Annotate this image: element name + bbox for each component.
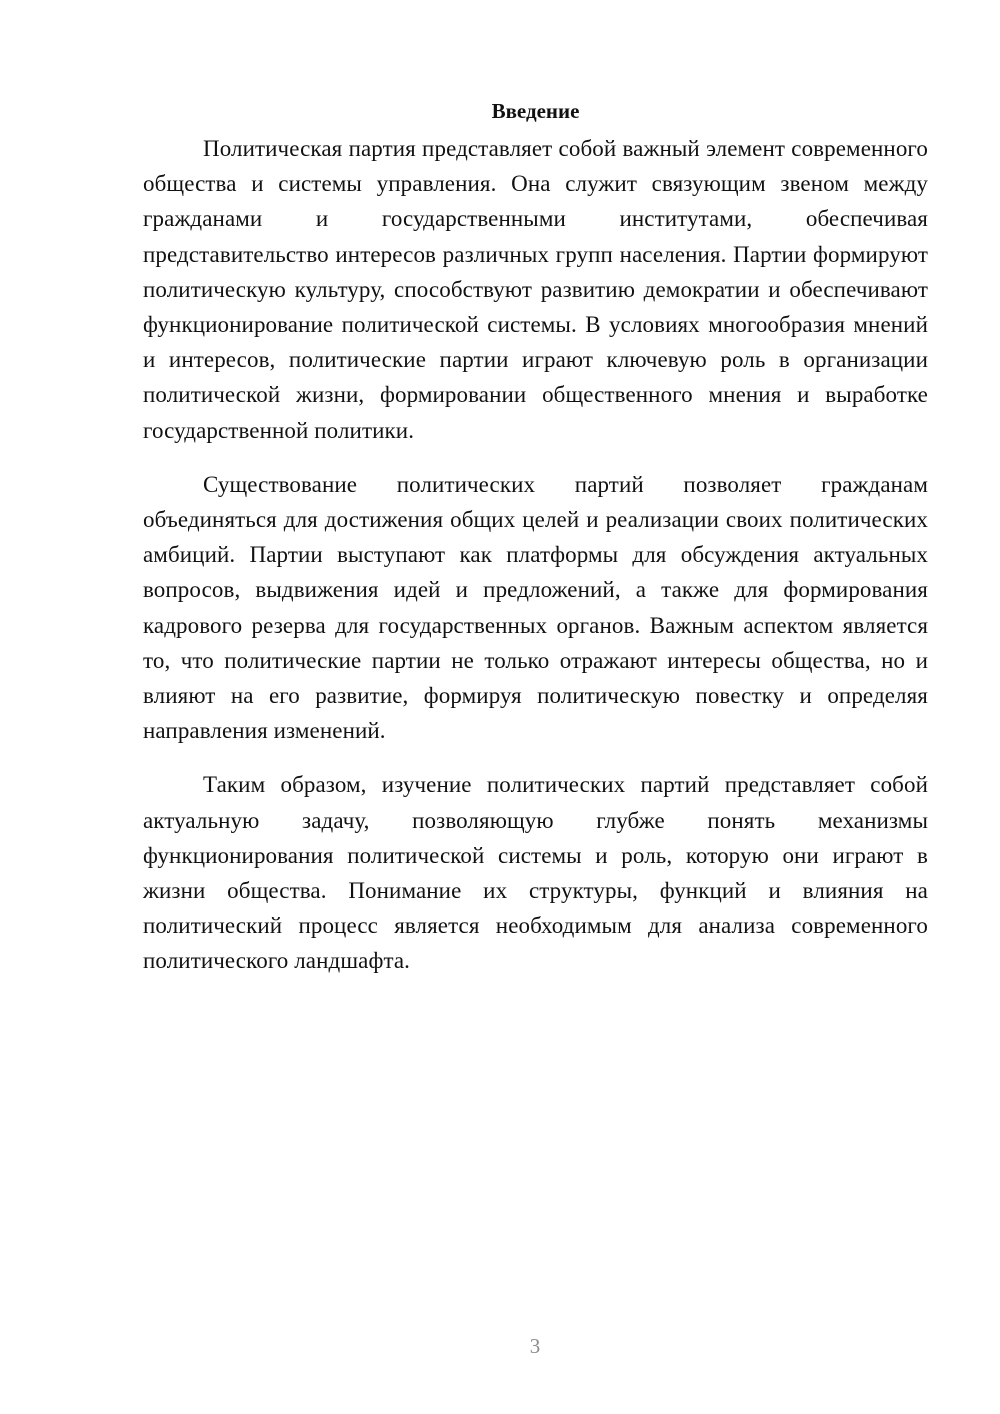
paragraph-1: Политическая партия представляет собой важный элемент современного общества и системы управления. Она служит связующим звеном между гражданами и государственными институтами, обеспечивая представительство интересов различных групп населения. Партии формируют политическую культуру, способствуют развитию демократии и обеспечивают функционирование политической системы. В условиях многообразия мнений и интересов, политические партии играют ключевую роль в организации политической жизни, формировании общественного мнения и выработке государственной политики. [143, 136, 928, 443]
page-number: 3 [529, 1334, 541, 1358]
page-content [143, 96, 928, 998]
section-title: Введение [491, 99, 580, 123]
paragraph-2: Существование политических партий позволяет гражданам объединяться для достижения общих целей и реализации своих политических амбиций. Партии выступают как платформы для обсуждения актуальных вопросов, выдвижения идей и предложений, а также для формирования кадрового резерва для государственных органов. Важным аспектом является то, что политические партии не только отражают интересы общества, но и влияют на его развитие, формируя политическую повестку и определяя направления изменений. [143, 471, 928, 744]
paragraph-3: Таким образом, изучение политических партий представляет собой актуальную задачу, позволяющую глубже понять механизмы функционирования политической системы и роль, которую они играют в жизни общества. Понимание их структуры, функций и влияния на политический процесс является необходимым для анализа современного политического ландшафта. [143, 772, 928, 974]
